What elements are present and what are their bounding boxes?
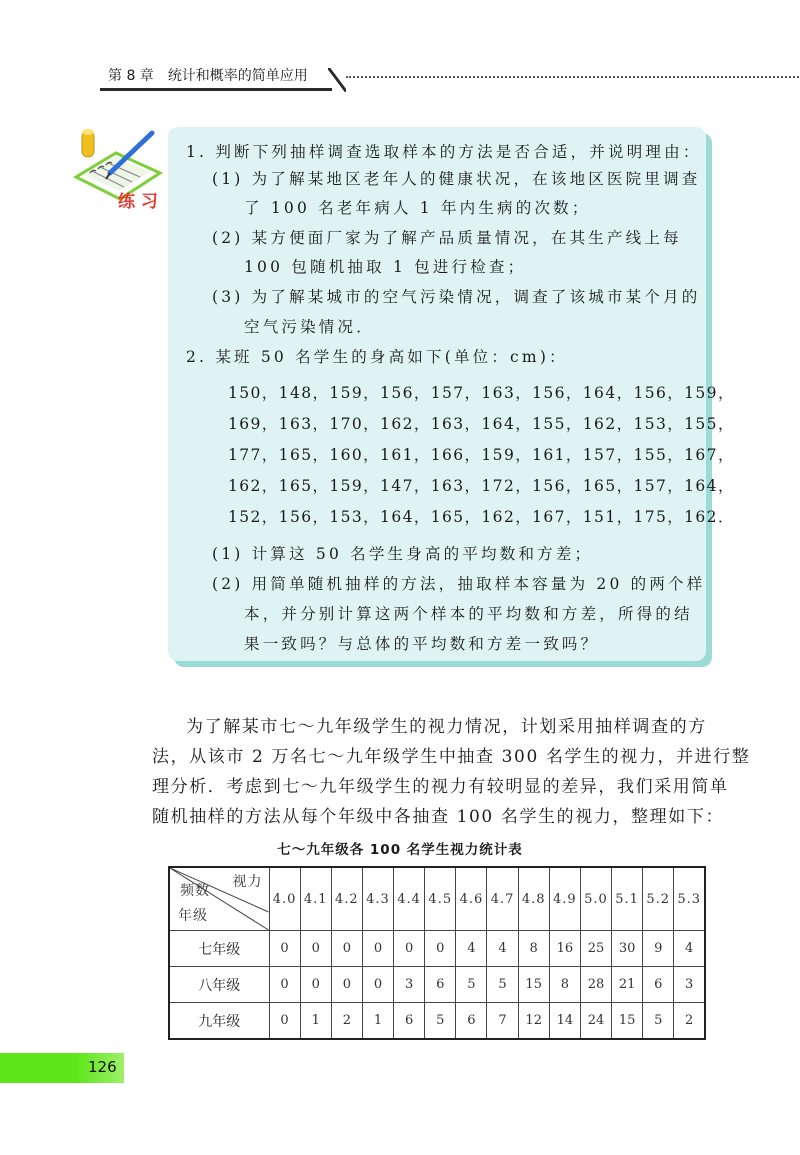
- table-cell: 4: [456, 931, 487, 967]
- height-data-row: 152，156，153，164，165，162，167，151，175，162．: [228, 508, 735, 526]
- body-paragraph-line: 理分析．考虑到七～九年级学生的视力有较明显的差异，我们采用简单: [152, 777, 729, 797]
- table-cell: 16: [549, 931, 580, 967]
- table-cell: 5: [643, 1003, 674, 1040]
- q2-sub2-line2: 本，并分别计算这两个样本的平均数和方差，所得的结: [244, 605, 693, 623]
- table-cell: 28: [580, 967, 611, 1003]
- table-cell: 5: [456, 967, 487, 1003]
- table-cell: 5: [487, 967, 518, 1003]
- body-paragraph-line: 为了解某市七～九年级学生的视力情况，计划采用抽样调查的方: [186, 717, 707, 737]
- corner-frequency-label: 频数: [180, 883, 210, 899]
- column-header: 4.9: [549, 867, 580, 931]
- table-cell: 0: [300, 967, 331, 1003]
- table-row-grade8: [169, 967, 705, 1003]
- table-cell: 0: [362, 931, 393, 967]
- q2-stem: 2. 某班 50 名学生的身高如下(单位：cm)：: [186, 348, 568, 366]
- column-header: 5.3: [674, 867, 705, 931]
- table-cell: 15: [612, 1003, 643, 1040]
- column-header: 4.4: [394, 867, 425, 931]
- table-row-grade7: [169, 931, 705, 967]
- table-cell: 1: [362, 1003, 393, 1040]
- chapter-number: 第 8 章: [108, 68, 154, 84]
- column-header: 5.2: [643, 867, 674, 931]
- column-header: 4.0: [269, 867, 300, 931]
- height-data-row: 177，165，160，161，166，159，161，157，155，167，: [228, 446, 735, 464]
- q1-item1-line1: (1) 为了解某地区老年人的健康状况，在该地区医院里调查: [212, 170, 701, 188]
- table-cell: 12: [518, 1003, 549, 1040]
- height-data-row: 169，163，170，162，163，164，155，162，153，155，: [228, 415, 735, 433]
- q1-stem: 1. 判断下列抽样调查选取样本的方法是否合适，并说明理由：: [186, 143, 702, 161]
- table-cell: 9: [643, 931, 674, 967]
- table-cell: 6: [643, 967, 674, 1003]
- row-header: 九年级: [169, 1003, 269, 1040]
- row-header: 八年级: [169, 967, 269, 1003]
- table-cell: 6: [425, 967, 456, 1003]
- table-cell: 24: [580, 1003, 611, 1040]
- table-cell: 2: [674, 1003, 705, 1040]
- table-cell: 30: [612, 931, 643, 967]
- q2-sub2-line3: 果一致吗？与总体的平均数和方差一致吗？: [244, 635, 600, 653]
- page-number: 126: [88, 1058, 117, 1076]
- table-header-row: [169, 867, 705, 931]
- table-cell: 14: [549, 1003, 580, 1040]
- table-cell: 8: [549, 967, 580, 1003]
- chapter-title: 统计和概率的简单应用: [167, 68, 308, 84]
- table-cell: 7: [487, 1003, 518, 1040]
- column-header: 4.7: [487, 867, 518, 931]
- corner-grade-label: 年级: [178, 908, 208, 924]
- table-title: 七～九年级各 100 名学生视力统计表: [277, 842, 523, 858]
- column-header: 4.1: [300, 867, 331, 931]
- chapter-tab: [100, 66, 332, 91]
- q1-item3-line1: (3) 为了解某城市的空气污染情况，调查了该城市某个月的: [212, 288, 701, 306]
- q1-item3-line2: 空气污染情况．: [244, 318, 375, 336]
- exercise-label: 练 习: [118, 192, 158, 210]
- vision-statistics-table: [168, 866, 706, 1040]
- table-cell: 6: [456, 1003, 487, 1040]
- row-header: 七年级: [169, 931, 269, 967]
- table-cell: 0: [425, 931, 456, 967]
- q1-item2-line1: (2) 某方便面厂家为了解产品质量情况，在其生产线上每: [212, 229, 682, 247]
- column-header: 4.5: [425, 867, 456, 931]
- table-cell: 15: [518, 967, 549, 1003]
- height-data-row: 150，148，159，156，157，163，156，164，156，159，: [228, 384, 735, 402]
- q1-item1-line2: 了 100 名老年病人 1 年内生病的次数；: [244, 199, 591, 217]
- table-cell: 21: [612, 967, 643, 1003]
- header-dotted-rule: [346, 76, 800, 78]
- column-header: 5.0: [580, 867, 611, 931]
- column-header: 4.8: [518, 867, 549, 931]
- table-row-grade9: [169, 1003, 705, 1040]
- table-cell: 4: [674, 931, 705, 967]
- table-cell: 6: [394, 1003, 425, 1040]
- q1-item2-line2: 100 包随机抽取 1 包进行检查；: [244, 258, 527, 276]
- notebook-pencil-icon: [68, 125, 168, 210]
- table-cell: 0: [269, 967, 300, 1003]
- table-corner-cell: [169, 867, 269, 931]
- table-cell: 0: [331, 967, 362, 1003]
- table-cell: 0: [362, 967, 393, 1003]
- column-header: 4.3: [362, 867, 393, 931]
- table-cell: 0: [394, 931, 425, 967]
- table-cell: 0: [269, 1003, 300, 1040]
- table-cell: 2: [331, 1003, 362, 1040]
- column-header: 4.2: [331, 867, 362, 931]
- corner-vision-label: 视力: [232, 874, 263, 890]
- body-paragraph-line: 随机抽样的方法从每个年级中各抽查 100 名学生的视力，整理如下：: [152, 807, 725, 827]
- table-cell: 4: [487, 931, 518, 967]
- column-header: 4.6: [456, 867, 487, 931]
- q2-sub2-line1: (2) 用简单随机抽样的方法，抽取样本容量为 20 的两个样: [212, 575, 706, 593]
- table-cell: 0: [269, 931, 300, 967]
- body-paragraph-line: 法，从该市 2 万名七～九年级学生中抽查 300 名学生的视力，并进行整: [152, 747, 751, 767]
- exercise-notebook-icon: [68, 125, 168, 210]
- table-cell: 5: [425, 1003, 456, 1040]
- column-header: 5.1: [612, 867, 643, 931]
- q2-sub1: (1) 计算这 50 名学生身高的平均数和方差；: [212, 545, 594, 563]
- table-cell: 8: [518, 931, 549, 967]
- height-data-row: 162，165，159，147，163，172，156，165，157，164，: [228, 477, 735, 495]
- table-cell: 1: [300, 1003, 331, 1040]
- table-cell: 0: [331, 931, 362, 967]
- table-cell: 25: [580, 931, 611, 967]
- table-cell: 3: [674, 967, 705, 1003]
- header-slant-divider: [328, 68, 346, 92]
- table-cell: 3: [394, 967, 425, 1003]
- chapter-header: [100, 66, 720, 92]
- table-cell: 0: [300, 931, 331, 967]
